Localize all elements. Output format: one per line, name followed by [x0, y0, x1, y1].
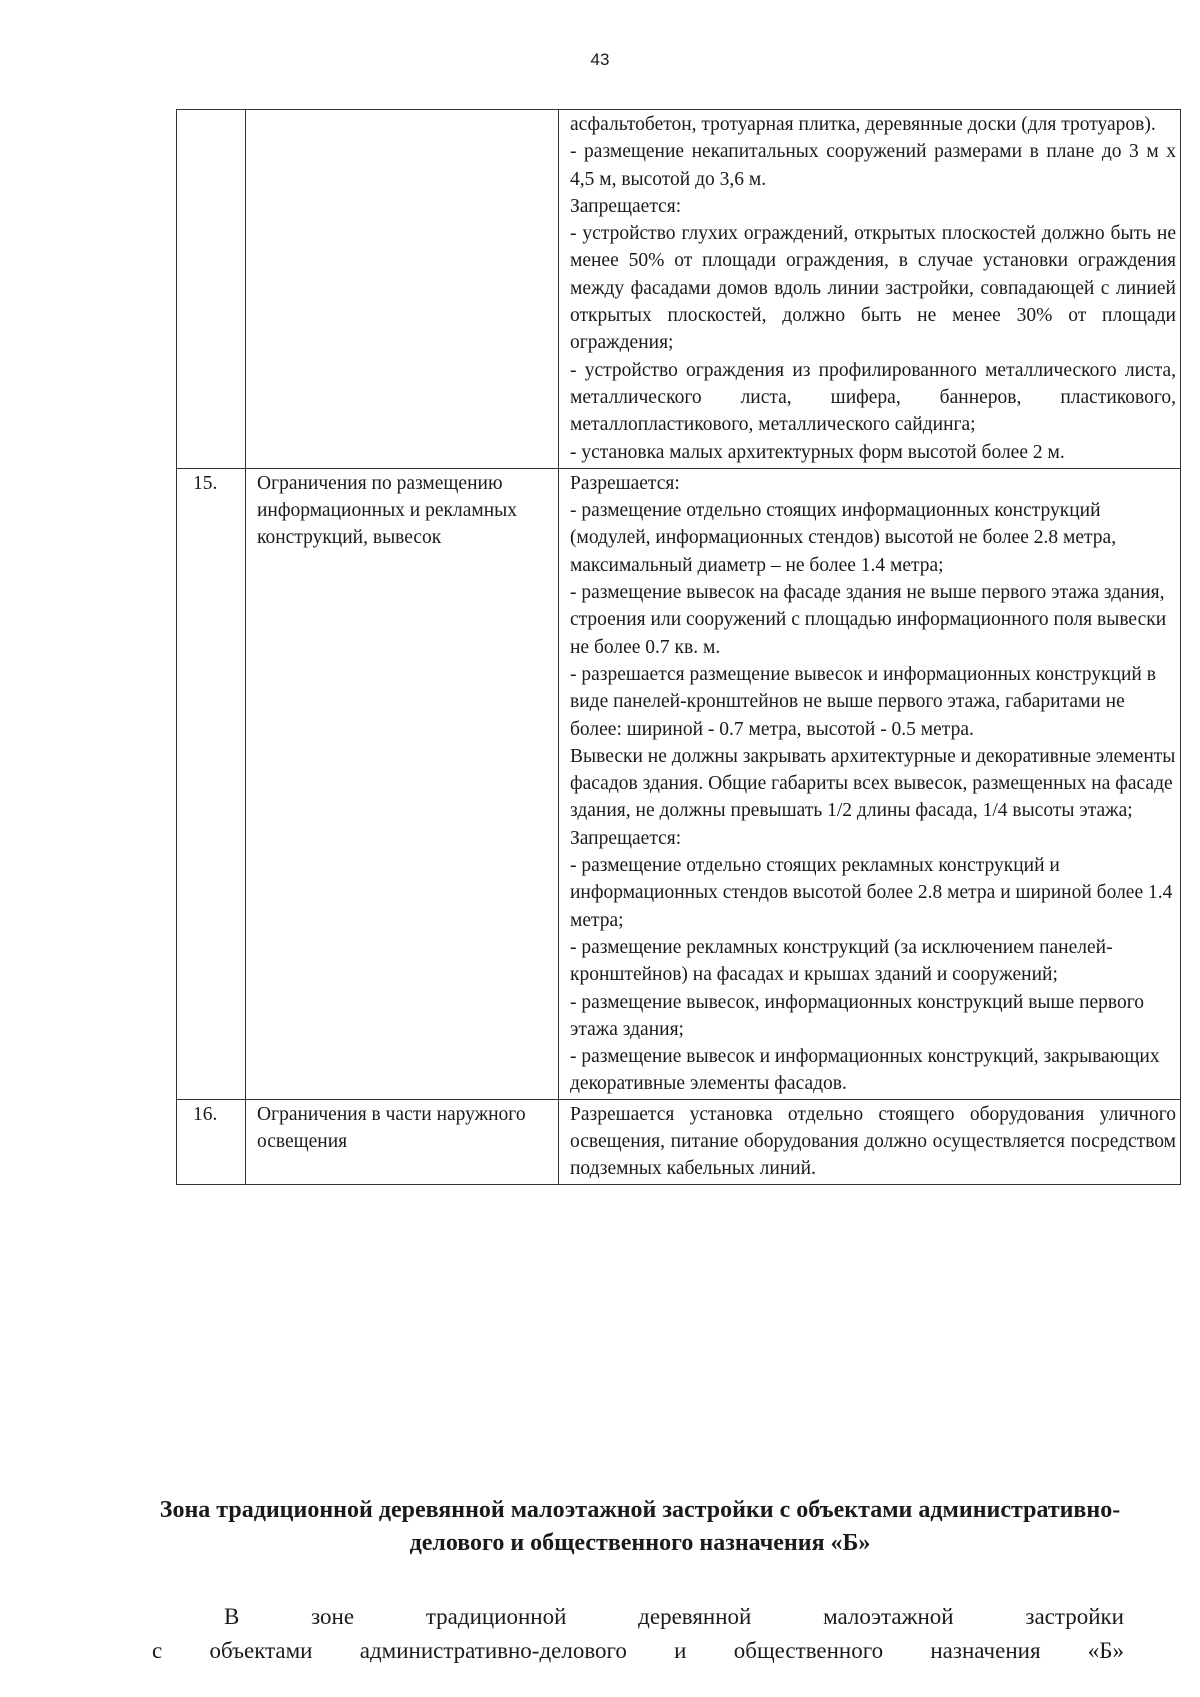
- row-number: [177, 110, 246, 469]
- description-line: - размещение отдельно стоящих рекламных конструкций и информационных стендов высотой более 2.8 метра и шириной более 1.4 метра;: [570, 855, 1173, 931]
- table-row: [177, 1099, 1181, 1184]
- description-line: - разрешается размещение вывесок и информационных конструкций в виде панелей-кронштейнов не выше первого этажа, габаритами не более: шириной - 0.7 метра, высотой - 0.5 метра.: [570, 663, 1156, 740]
- paragraph-line: В зоне традиционной деревянной малоэтажной застройки: [224, 1604, 1124, 1629]
- row-number: 16.: [177, 1099, 246, 1184]
- row-description: [559, 1099, 1181, 1184]
- page-number: 43: [590, 50, 610, 69]
- description-line: Разрешается:: [570, 472, 680, 494]
- description-line: - устройство ограждения из профилированного металлического листа, металлического листа, шифера, баннеров, пластикового, металлопластикового, металлического сайдинга;: [570, 359, 1176, 436]
- description-line: - установка малых архитектурных форм высотой более 2 м.: [570, 441, 1065, 463]
- description-line: - размещение некапитальных сооружений размерами в плане до 3 м х 4,5 м, высотой до 3,6 м.: [570, 141, 1176, 190]
- zone-heading: Зона традиционной деревянной малоэтажной застройки с объектами административно-делового и общественного назначения «Б»: [159, 1497, 1121, 1556]
- description-line: - размещение вывесок, информационных конструкций выше первого этажа здания;: [570, 991, 1144, 1040]
- table-row: [177, 110, 1181, 469]
- description-line: Запрещается:: [570, 827, 682, 849]
- row-description: [559, 110, 1181, 469]
- row-number: 15.: [177, 468, 246, 1099]
- row-title: Ограничения по размещению информационных и рекламных конструкций, вывесок: [246, 468, 559, 1099]
- description-line: - устройство глухих ограждений, открытых плоскостей должно быть не менее 50% от площади ограждения, в случае установки ограждения между фасадами домов вдоль линии застройки, совпадающей с линией открытых плоскостей, должно быть не менее 30% от площади ограждения;: [570, 223, 1176, 354]
- row-title: Ограничения в части наружного освещения: [246, 1099, 559, 1184]
- description-line: асфальтобетон, тротуарная плитка, деревянные доски (для тротуаров).: [570, 114, 1156, 135]
- row-description: [559, 468, 1181, 1099]
- row-title: [246, 110, 559, 469]
- description-line: - размещение отдельно стоящих информационных конструкций (модулей, информационных стендов) высотой не более 2.8 метра, максимальный диаметр – не более 1.4 метра;: [570, 500, 1117, 576]
- description-line: Разрешается установка отдельно стоящего оборудования уличного освещения, питание оборудования должно осуществляется посредством подземных кабельных линий.: [570, 1103, 1176, 1180]
- paragraph-line: с объектами административно-делового и общественного назначения «Б»: [152, 1638, 1124, 1663]
- description-line: Запрещается:: [570, 195, 682, 217]
- table-row: [177, 468, 1181, 1099]
- description-line: - размещение вывесок и информационных конструкций, закрывающих декоративные элементы фасадов.: [570, 1046, 1160, 1095]
- description-line: Вывески не должны закрывать архитектурные и декоративные элементы фасадов здания. Общие габариты всех вывесок, размещенных на фасаде здания, не должны превышать 1/2 длины фасада, 1/4 высоты этажа;: [570, 745, 1176, 822]
- body-paragraph: [152, 1600, 1124, 1668]
- description-line: - размещение вывесок на фасаде здания не выше первого этажа здания, строения или сооружений с площадью информационного поля вывески не более 0.7 кв. м.: [570, 582, 1167, 658]
- zone-rules-table: [176, 109, 1181, 1185]
- description-line: - размещение рекламных конструкций (за исключением панелей-кронштейнов) на фасадах и крышах зданий и сооружений;: [570, 936, 1113, 986]
